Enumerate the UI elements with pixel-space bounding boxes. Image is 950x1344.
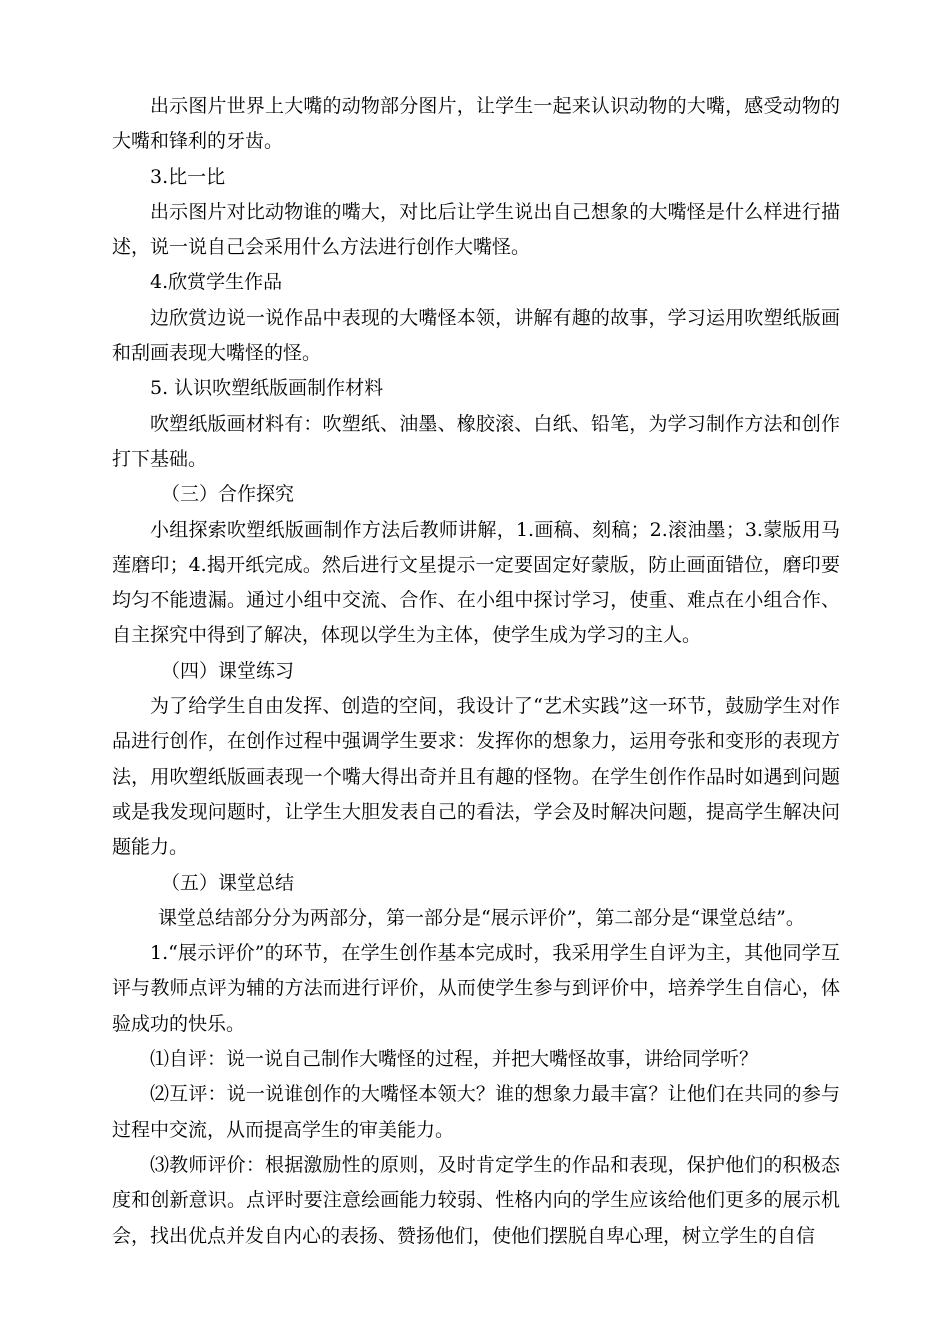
section-title-cooperation: （三）合作探究 [161,483,295,506]
paragraph-self-evaluation: ⑴自评：说一说自己制作大嘴怪的过程，并把大嘴怪故事，讲给同学听？ [150,1048,759,1071]
paragraph-appreciate-works: 边欣赏边说一说作品中表现的大嘴怪本领，讲解有趣的故事，学习运用吹塑纸版画和刮画表现大嘴怪的怪。 [112,306,840,365]
paragraph-animal-mouths: 出示图片世界上大嘴的动物部分图片，让学生一起来认识动物的大嘴，感受动物的大嘴和锋利的牙齿。 [112,95,840,153]
heading-materials: 5. 认识吹塑纸版画制作材料 [150,377,384,400]
paragraph-summary-intro: 课堂总结部分分为两部分，第一部分是“展示评价”，第二部分是“课堂总结”。 [158,906,805,929]
heading-compare: 3.比一比 [150,165,226,188]
section-title-practice: （四）课堂练习 [161,659,295,682]
paragraph-practice: 为了给学生自由发挥、创造的空间，我设计了“艺术实践”这一环节，鼓励学生对作品进行创作，在创作过程中强调学生要求：发挥你的想象力，运用夸张和变形的表现方法，用吹塑纸版画表现一个嘴大得出奇并且有趣的怪物。在学生创作作品时如遇到问题或是我发现问题时，让学生大胆发表自己的看法，学会及时解决问题，提高学生解决问题能力。 [112,695,840,859]
section-title-summary: （五）课堂总结 [161,871,295,894]
paragraph-peer-evaluation: ⑵互评：说一说谁创作的大嘴怪本领大？谁的想象力最丰富？让他们在共同的参与过程中交流，从而提高学生的审美能力。 [112,1083,840,1141]
heading-appreciate-works: 4.欣赏学生作品 [150,271,283,294]
paragraph-materials: 吹塑纸版画材料有：吹塑纸、油墨、橡胶滚、白纸、铅笔，为学习制作方法和创作打下基础。 [112,412,840,470]
paragraph-display-evaluation: 1.“展示评价”的环节，在学生创作基本完成时，我采用学生自评为主，其他同学互评与教师点评为辅的方法而进行评价，从而使学生参与到评价中，培养学生自信心，体验成功的快乐。 [112,942,840,1035]
document-body [112,89,840,1254]
paragraph-cooperation: 小组探索吹塑纸版画制作方法后教师讲解，1.画稿、刻稿；2.滚油墨；3.蒙版用马莲磨印；4.揭开纸完成。然后进行文星提示一定要固定好蒙版，防止画面错位，磨印要均匀不能遗漏。通过小组中交流、合作、在小组中探讨学习，使重、难点在小组合作、自主探究中得到了解决，体现以学生为主体，使学生成为学习的主人。 [112,518,840,647]
paragraph-compare: 出示图片对比动物谁的嘴大，对比后让学生说出自己想象的大嘴怪是什么样进行描述，说一说自己会采用什么方法进行创作大嘴怪。 [112,200,840,259]
paragraph-teacher-evaluation: ⑶教师评价：根据激励性的原则，及时肯定学生的作品和表现，保护他们的积极态度和创新意识。点评时要注意绘画能力较弱、性格内向的学生应该给他们更多的展示机会，找出优点并发自内心的表扬、赞扬他们，使他们摆脱自卑心理，树立学生的自信 [112,1153,840,1247]
